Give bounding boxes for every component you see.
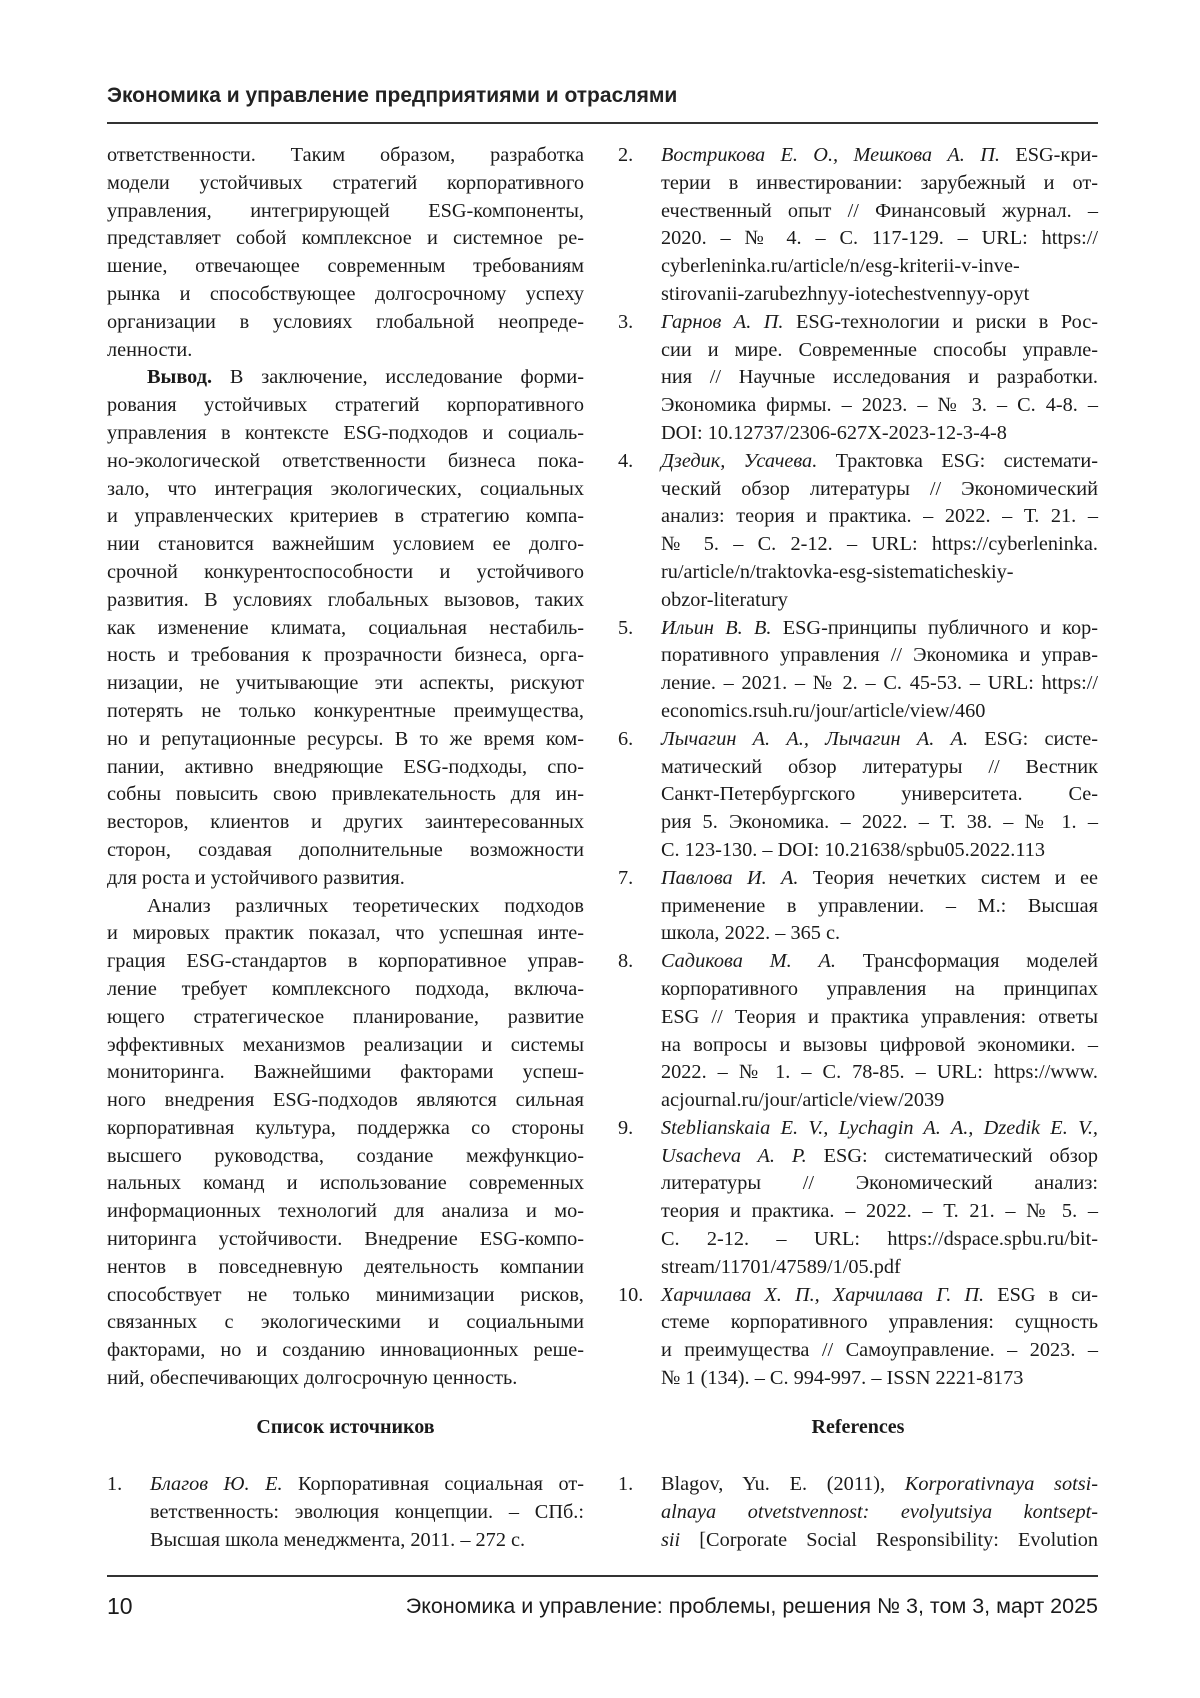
reference-number: 3.	[618, 309, 633, 337]
text-run: ESG-кри-	[1000, 144, 1098, 166]
text-line: Высшая школа менеджмента, 2011. – 272 с.	[150, 1527, 584, 1555]
reference-item	[618, 142, 1098, 309]
text-line: economics.rsuh.ru/jour/article/view/460	[661, 698, 1098, 726]
text-line: ного внедрения ESG-подходов являются сильная	[107, 1087, 584, 1115]
text-line: шение, отвечающее современным требованиям	[107, 253, 584, 281]
reference-item	[618, 1115, 1098, 1282]
text-line: obzor-literatury	[661, 587, 1098, 615]
text-run: ESG-технологии и риски в Рос-	[783, 311, 1098, 333]
text-line: рования устойчивых стратегий корпоративного	[107, 392, 584, 420]
reference-item	[618, 1282, 1098, 1393]
text-line: как изменение климата, социальная нестабиль-	[107, 615, 584, 643]
reference-number: 7.	[618, 865, 633, 893]
reference-item	[618, 309, 1098, 448]
reference-item	[618, 865, 1098, 948]
text-line: ru/article/n/traktovka-esg-sistematicheskiy-	[661, 559, 1098, 587]
text-run: ESG-принципы публичного и кор-	[771, 617, 1098, 639]
text-line: Санкт-Петербургского университета. Се-	[661, 781, 1098, 809]
text-line: факторами, но и созданию инновационных реше-	[107, 1337, 584, 1365]
references-heading: References	[618, 1416, 1098, 1439]
text-line: теория и практика. – 2022. – Т. 21. – № 5. –	[661, 1198, 1098, 1226]
text-line: срочной конкурентоспособности и устойчивого	[107, 559, 584, 587]
italic-authors: Дзедик, Усачева.	[661, 450, 817, 472]
right-column-references	[618, 142, 1098, 1393]
text-line: применение в управлении. – М.: Высшая	[661, 893, 1098, 921]
text-line: но и репутационные ресурсы. В то же время ком-	[107, 726, 584, 754]
text-line: корпоративного управления на принципах	[661, 976, 1098, 1004]
italic-authors: Харчилава Х. П., Харчилава Г. П.	[661, 1284, 984, 1306]
text-line: нентов в повседневную деятельность компании	[107, 1254, 584, 1282]
text-line: ческий обзор литературы // Экономический	[661, 476, 1098, 504]
reference-number: 10.	[618, 1282, 643, 1310]
text-line: пании, активно внедряющие ESG-подходы, спо-	[107, 754, 584, 782]
reference-number: 1.	[618, 1471, 633, 1499]
text-line: потерять не только конкурентные преимущества,	[107, 698, 584, 726]
text-run: ESG: систематический обзор	[807, 1145, 1098, 1167]
text-line: модели устойчивых стратегий корпоративного	[107, 170, 584, 198]
text-line: Экономика фирмы. – 2023. – № 3. – С. 4-8. –	[661, 392, 1098, 420]
text-line: 2020. – № 4. – С. 117-129. – URL: https://	[661, 225, 1098, 253]
text-line: представляет собой комплексное и системное ре-	[107, 225, 584, 253]
text-line: для роста и устойчивого развития.	[107, 865, 584, 893]
text-line: развития. В условиях глобальных вызовов, таких	[107, 587, 584, 615]
reference-number: 4.	[618, 448, 633, 476]
text-line: DOI: 10.12737/2306-627X-2023-12-3-4-8	[661, 420, 1098, 448]
text-line: весторов, клиентов и других заинтересованных	[107, 809, 584, 837]
text-line: ний, обеспечивающих долгосрочную ценность.	[107, 1365, 584, 1393]
text-line	[150, 1471, 584, 1499]
text-line: рынка и способствующее долгосрочному успеху	[107, 281, 584, 309]
text-line	[661, 309, 1098, 337]
text-line: зало, что интеграция экологических, социальных	[107, 476, 584, 504]
italic-authors: Лычагин А. А., Лычагин А. А.	[661, 728, 968, 750]
text-line: ечественный опыт // Финансовый журнал. –	[661, 198, 1098, 226]
reference-number: 9.	[618, 1115, 633, 1143]
text-line	[661, 948, 1098, 976]
text-line: сторон, создавая дополнительные возможности	[107, 837, 584, 865]
text-line	[661, 142, 1098, 170]
text-line: ниторинга устойчивости. Внедрение ESG-компо-	[107, 1226, 584, 1254]
text-line: связанных с экологическими и социальными	[107, 1309, 584, 1337]
text-run: Корпоративная социальная от-	[283, 1473, 584, 1495]
running-header: Экономика и управление предприятиями и отраслями	[107, 84, 677, 108]
text-run: Трактовка ESG: системати-	[817, 450, 1098, 472]
italic-authors: alnaya otvetstvennost: evolyutsiya kontsept-	[661, 1501, 1098, 1523]
text-line: Анализ различных теоретических подходов	[107, 893, 584, 921]
italic-authors: sii	[661, 1529, 680, 1551]
reference-number: 8.	[618, 948, 633, 976]
text-line: высшего руководства, создание межфункцио-	[107, 1143, 584, 1171]
text-line: нальных команд и использование современных	[107, 1170, 584, 1198]
bold-lead: Вывод.	[147, 366, 212, 388]
text-line: нии становится важнейшим условием ее долго-	[107, 531, 584, 559]
text-line: матический обзор литературы // Вестник	[661, 754, 1098, 782]
italic-authors: Вострикова Е. О., Мешкова А. П.	[661, 144, 1000, 166]
text-line: мониторинга. Важнейшими факторами успеш-	[107, 1059, 584, 1087]
footer-rule	[107, 1575, 1098, 1577]
text-line	[661, 1143, 1098, 1171]
reference-item	[618, 615, 1098, 726]
text-line: ление требует комплексного подхода, включа-	[107, 976, 584, 1004]
text-line: и преимущества // Самоуправление. – 2023. –	[661, 1337, 1098, 1365]
text-line: ление. – 2021. – № 2. – С. 45-53. – URL: https://	[661, 670, 1098, 698]
left-column-text	[107, 142, 584, 1393]
text-line: терии в инвестировании: зарубежный и от-	[661, 170, 1098, 198]
text-line: ESG // Теория и практика управления: ответы	[661, 1004, 1098, 1032]
sources-heading: Список источников	[107, 1416, 584, 1439]
text-line: сии и мире. Современные способы управле-	[661, 337, 1098, 365]
text-line: литературы // Экономический анализ:	[661, 1170, 1098, 1198]
text-run: ESG в си-	[984, 1284, 1098, 1306]
italic-authors: Ильин В. В.	[661, 617, 771, 639]
text-line: acjournal.ru/jour/article/view/2039	[661, 1087, 1098, 1115]
reference-item	[618, 448, 1098, 615]
text-line: С. 123-130. – DOI: 10.21638/spbu05.2022.113	[661, 837, 1098, 865]
text-line: рия 5. Экономика. – 2022. – Т. 38. – № 1. –	[661, 809, 1098, 837]
text-line: на вопросы и вызовы цифровой экономики. –	[661, 1032, 1098, 1060]
text-line	[107, 364, 584, 392]
text-line: ответственности. Таким образом, разработка	[107, 142, 584, 170]
italic-authors: Благов Ю. Е.	[150, 1473, 283, 1495]
italic-authors: Гарнов А. П.	[661, 311, 783, 333]
text-line: информационных технологий для анализа и мо-	[107, 1198, 584, 1226]
text-line: поративного управления // Экономика и управ-	[661, 642, 1098, 670]
header-rule	[107, 122, 1098, 124]
text-line	[661, 615, 1098, 643]
text-line: и управленческих критериев в стратегию компа-	[107, 503, 584, 531]
reference-item	[107, 1471, 584, 1554]
text-line	[661, 726, 1098, 754]
text-line: stirovanii-zarubezhnyy-iotechestvennyy-opyt	[661, 281, 1098, 309]
sources-list	[107, 1471, 584, 1554]
text-line: ния // Научные исследования и разработки.	[661, 364, 1098, 392]
text-line: № 1 (134). – С. 994-997. – ISSN 2221-8173	[661, 1365, 1098, 1393]
text-line: управления, интегрирующей ESG-компоненты,	[107, 198, 584, 226]
text-line	[661, 1527, 1098, 1555]
reference-number: 6.	[618, 726, 633, 754]
text-line	[661, 1471, 1098, 1499]
text-run: ESG: систе-	[968, 728, 1098, 750]
text-line	[661, 1115, 1098, 1143]
italic-authors: Usacheva A. P.	[661, 1145, 807, 1167]
reference-number: 2.	[618, 142, 633, 170]
text-run: [Corporate Social Responsibility: Evolution	[680, 1529, 1098, 1551]
page-number: 10	[107, 1593, 133, 1620]
journal-footer: Экономика и управление: проблемы, решения № 3, том 3, март 2025	[406, 1594, 1098, 1619]
italic-authors: Садикова М. А.	[661, 950, 836, 972]
reference-item	[618, 1471, 1098, 1554]
text-line: ющего стратегическое планирование, развитие	[107, 1004, 584, 1032]
text-line: ветственность: эволюция концепции. – СПб.:	[150, 1499, 584, 1527]
text-line	[661, 865, 1098, 893]
text-line	[661, 1499, 1098, 1527]
text-line: организации в условиях глобальной неопреде-	[107, 309, 584, 337]
text-line: ленности.	[107, 337, 584, 365]
text-line: ность и требования к прозрачности бизнеса, орга-	[107, 642, 584, 670]
text-line: stream/11701/47589/1/05.pdf	[661, 1254, 1098, 1282]
text-line: 2022. – № 1. – С. 78-85. – URL: https://www.	[661, 1059, 1098, 1087]
text-line: управления в контексте ESG-подходов и социаль-	[107, 420, 584, 448]
text-line: С. 2-12. – URL: https://dspace.spbu.ru/bit-	[661, 1226, 1098, 1254]
text-line	[661, 448, 1098, 476]
text-line: способствует не только минимизации рисков,	[107, 1282, 584, 1310]
text-line: анализ: теория и практика. – 2022. – Т. 21. –	[661, 503, 1098, 531]
references-list	[618, 1471, 1098, 1554]
text-run: Трансформация моделей	[836, 950, 1098, 972]
text-run: Blagov, Yu. E. (2011),	[661, 1473, 905, 1495]
text-line: корпоративная культура, поддержка со стороны	[107, 1115, 584, 1143]
text-line: низации, не учитывающие эти аспекты, рискуют	[107, 670, 584, 698]
text-line: школа, 2022. – 365 с.	[661, 920, 1098, 948]
reference-number: 5.	[618, 615, 633, 643]
text-line: стеме корпоративного управления: сущность	[661, 1309, 1098, 1337]
italic-authors: Steblianskaia E. V., Lychagin A. A., Dzedik E. V.,	[661, 1117, 1098, 1139]
text-line: но-экологической ответственности бизнеса пока-	[107, 448, 584, 476]
italic-authors: Korporativnaya sotsi-	[905, 1473, 1098, 1495]
reference-number: 1.	[107, 1471, 122, 1499]
text-line: cyberleninka.ru/article/n/esg-kriterii-v-inve-	[661, 253, 1098, 281]
reference-item	[618, 726, 1098, 865]
italic-authors: Павлова И. А.	[661, 867, 799, 889]
reference-item	[618, 948, 1098, 1115]
text-line: и мировых практик показал, что успешная инте-	[107, 920, 584, 948]
text-line: эффективных механизмов реализации и системы	[107, 1032, 584, 1060]
text-run: В заключение, исследование форми-	[212, 366, 584, 388]
text-run: Теория нечетких систем и ее	[799, 867, 1099, 889]
text-line: № 5. – С. 2-12. – URL: https://cyberleninka.	[661, 531, 1098, 559]
text-line	[661, 1282, 1098, 1310]
text-line: собны повысить свою привлекательность для ин-	[107, 781, 584, 809]
text-line: грация ESG-стандартов в корпоративное управ-	[107, 948, 584, 976]
